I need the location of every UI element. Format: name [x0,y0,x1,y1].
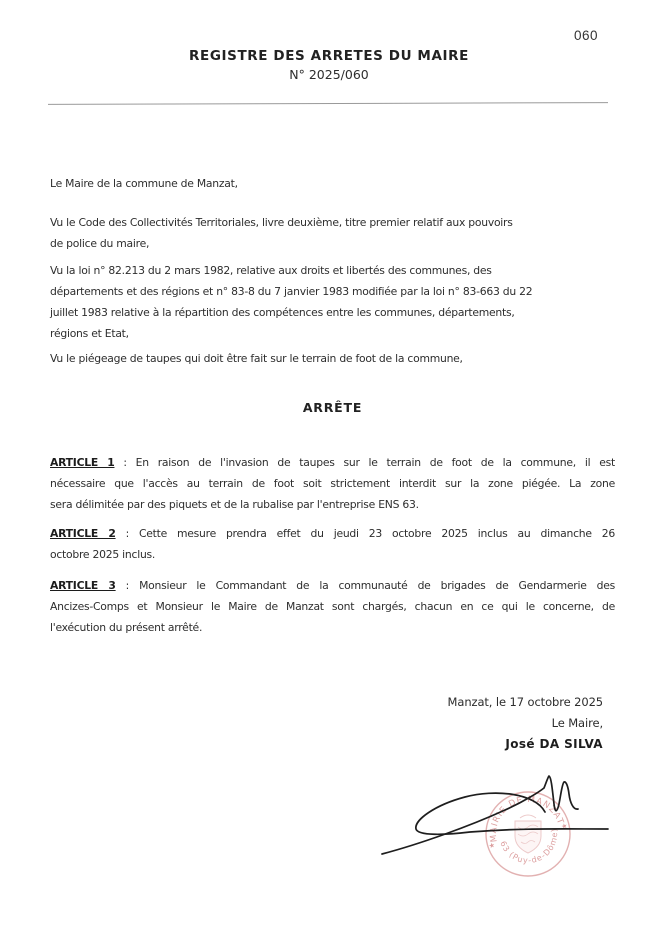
text-line: nécessaire que l'accès au terrain de foot soit strictement interdit sur la zone piégée. La zone [50,477,615,490]
recital-piegeage [50,348,615,369]
article-3-label: ARTICLE 3 [50,579,116,592]
stamp-bottom-text: 63 (Puy-de-Dôme) [498,827,560,866]
article-separator: : [114,456,136,469]
text-line: régions et Etat, [50,327,129,340]
text-line [50,523,615,544]
signer-title: Le Maire, [551,716,603,730]
intro-paragraph [50,173,615,194]
article-2-text: Cette mesure prendra effet du jeudi 23 octobre 2025 inclus au dimanche 26 [138,527,615,540]
article-3-text: Monsieur le Commandant de la communauté de brigades de Gendarmerie des [139,579,615,592]
recital-loi-1982 [50,260,615,344]
stamp-emblem-icon [515,815,541,853]
article-2 [50,523,615,565]
article-1-label: ARTICLE 1 [50,456,115,469]
article-1-text: En raison de l'invasion de taupes sur le terrain de foot de la commune, il est [135,456,615,469]
article-separator: : [115,579,140,592]
text-line [50,575,615,596]
text-line: octobre 2025 inclus. [50,548,156,561]
signer-name: José DA SILVA [505,737,603,751]
article-2-label: ARTICLE 2 [50,527,116,540]
article-3 [50,575,615,638]
text-line: juillet 1983 relative à la répartition des compétences entre les communes, départements, [50,306,515,319]
text-line: sera délimitée par des piquets et de la rubalise par l'entreprise ENS 63. [50,498,419,511]
decree-number: N° 2025/060 [289,67,369,82]
stamp-top-text: MAIRIE DE MANZAT [488,794,566,843]
stamp-and-signature-area [368,764,620,890]
registre-title: REGISTRE DES ARRETES DU MAIRE [189,48,469,64]
text-line: Ancizes-Comps et Monsieur le Maire de Manzat sont chargés, chacun en ce qui le concerne, de [50,600,615,613]
text-line: départements et des régions et n° 83-8 du 7 janvier 1983 modifiée par la loi n° 83-663 du 22 [50,285,533,298]
text-line: de police du maire, [50,237,150,250]
article-separator: : [115,527,139,540]
page-number: 060 [573,28,598,43]
place-date: Manzat, le 17 octobre 2025 [447,695,603,709]
text-line: l'exécution du présent arrêté. [50,621,203,634]
article-1 [50,452,615,515]
text-line: Vu la loi n° 82.213 du 2 mars 1982, relative aux droits et libertés des communes, des [50,264,492,277]
text-line: Le Maire de la commune de Manzat, [50,177,238,190]
text-line: Vu le piégeage de taupes qui doit être fait sur le terrain de foot de la commune, [50,352,463,365]
text-line: Vu le Code des Collectivités Territoriales, livre deuxième, titre premier relatif aux pouvoirs [50,216,513,229]
header-divider [48,102,608,105]
arrete-heading: ARRÊTE [302,400,363,415]
stamp-star-left-icon: ★ [487,840,497,851]
signature-block [50,692,615,755]
stamp-star-right-icon: ★ [560,821,570,831]
text-line [50,452,615,473]
recital-code-collectivites [50,212,615,254]
